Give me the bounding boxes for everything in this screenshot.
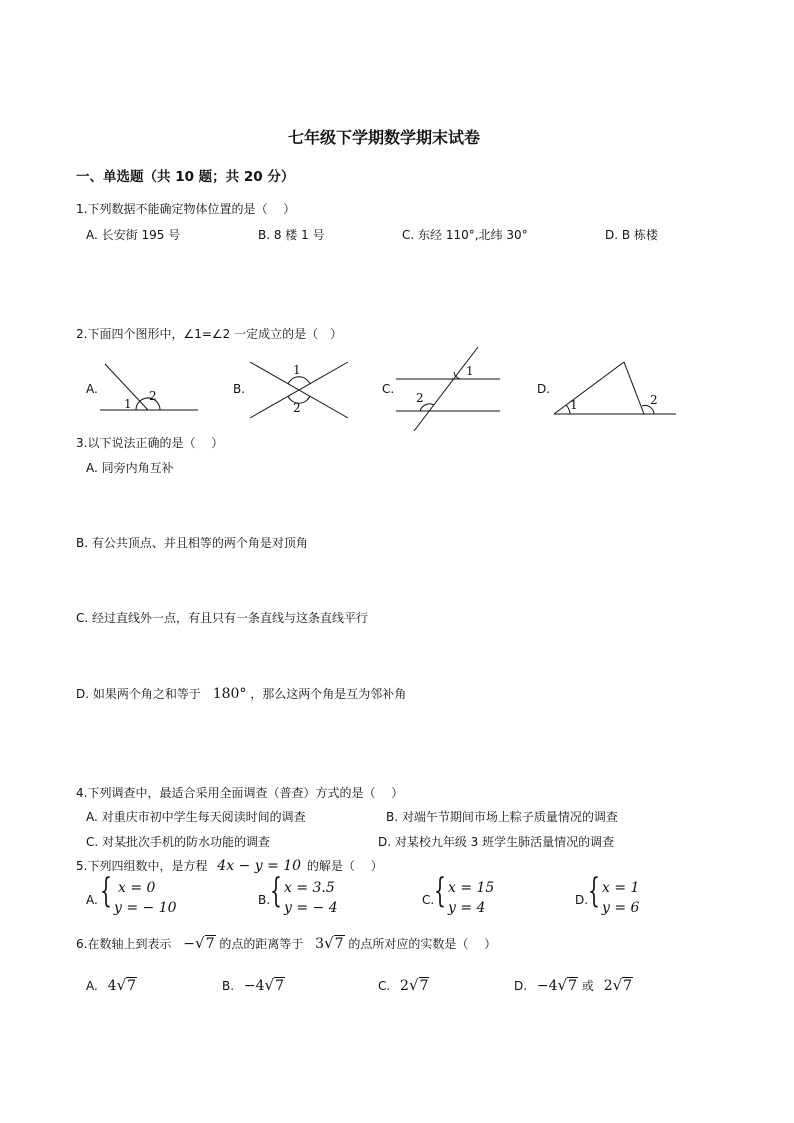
option-d-system xyxy=(588,871,668,920)
option-c-label: C. xyxy=(378,979,391,993)
neg-sign: − xyxy=(183,936,196,952)
coef: −4 xyxy=(243,978,265,994)
option-d xyxy=(76,686,406,704)
question-stem: 1.下列数据不能确定物体位置的是（ ） xyxy=(76,202,296,216)
option-a-label: A. xyxy=(86,893,98,907)
radical-icon: √ xyxy=(116,976,127,994)
option-c-label: C. xyxy=(422,893,435,907)
option-a: A. 对重庆市初中学生每天阅读时间的调查 xyxy=(86,810,306,824)
option-b-label: B. xyxy=(233,382,246,396)
question-stem: 3.以下说法正确的是（ ） xyxy=(76,436,224,450)
brace-icon: { xyxy=(270,871,282,911)
coef: −4 xyxy=(536,978,558,994)
option-d-label: D. xyxy=(537,382,551,396)
option-c-system xyxy=(434,871,514,920)
radical-icon: √ xyxy=(264,976,275,994)
equation-y: y = 4 xyxy=(448,900,486,916)
option-b-label: B. xyxy=(258,893,271,907)
option-b-system xyxy=(270,871,350,920)
equation-x: x = 0 xyxy=(118,880,156,896)
option-c: C. 经过直线外一点，有且只有一条直线与这条直线平行 xyxy=(76,611,369,625)
radical-icon: √ xyxy=(195,934,205,952)
sqrt-7: √7 xyxy=(116,976,137,994)
option-d-label: D. xyxy=(514,979,528,993)
option-a: A. 长安街 195 号 xyxy=(86,228,181,242)
angle-2-label: 2 xyxy=(293,401,301,415)
option-d-text: D. 如果两个角之和等于 xyxy=(76,687,201,701)
angle-1-label: 1 xyxy=(293,363,301,377)
sqrt-7: √7 xyxy=(195,934,215,952)
brace-icon: { xyxy=(434,871,446,911)
option-b: B. 有公共顶点、并且相等的两个角是对顶角 xyxy=(76,536,308,550)
equation-x: x = 3.5 xyxy=(284,880,335,896)
option-d-value: 180° xyxy=(212,686,247,702)
option-b xyxy=(222,976,285,996)
option-a xyxy=(86,976,137,996)
option-d: D. 对某校九年级 3 班学生肺活量情况的调查 xyxy=(378,835,615,849)
equation-y: y = − 10 xyxy=(114,900,177,916)
option-a: A. 同旁内角互补 xyxy=(86,461,174,475)
question-stem-post: 的点所对应的实数是（ ） xyxy=(348,937,497,951)
question-stem: 4.下列调查中，最适合采用全面调查（普查）方式的是（ ） xyxy=(76,786,404,800)
coef: 4 xyxy=(107,978,117,994)
option-d xyxy=(514,976,633,996)
radical-icon: √ xyxy=(612,976,623,994)
question-stem: 2.下面四个图形中，∠1=∠2 一定成立的是（ ） xyxy=(76,327,343,341)
section-header: 一、单选题（共 10 题；共 20 分） xyxy=(76,169,295,185)
angle-2-label: 2 xyxy=(650,393,658,407)
option-a-system xyxy=(100,871,180,920)
radical-icon: √ xyxy=(408,976,419,994)
coef-3: 3 xyxy=(315,936,325,952)
option-b-label: B. xyxy=(222,979,235,993)
option-d: D. B 栋楼 xyxy=(605,228,658,242)
option-a-label: A. xyxy=(86,382,98,396)
angle-2-label: 2 xyxy=(149,389,157,403)
figure-a xyxy=(100,360,200,416)
or-text: 或 xyxy=(581,979,594,993)
question-stem-mid: 的点的距离等于 xyxy=(219,937,304,951)
figure-c xyxy=(394,345,504,433)
equation-x: x = 15 xyxy=(448,880,495,896)
sqrt-7: √7 xyxy=(408,976,429,994)
radical-icon: √ xyxy=(557,976,568,994)
equation-x: x = 1 xyxy=(602,880,640,896)
option-a-label: A. xyxy=(86,979,98,993)
equation-y: y = − 4 xyxy=(284,900,338,916)
sqrt-7: √7 xyxy=(324,934,344,952)
angle-2-label: 2 xyxy=(416,391,424,405)
coef: 2 xyxy=(603,978,613,994)
sqrt-7: √7 xyxy=(557,976,578,994)
question-stem-post: 的解是（ ） xyxy=(306,859,383,873)
option-d-label: D. xyxy=(575,893,589,907)
figure-d xyxy=(552,358,678,418)
angle-1-label: 1 xyxy=(570,398,578,412)
question-stem-pre: 6.在数轴上到表示 xyxy=(76,937,172,951)
brace-icon: { xyxy=(588,871,600,911)
sqrt-7: √7 xyxy=(264,976,284,994)
question-stem xyxy=(76,934,496,954)
sqrt-7: √7 xyxy=(612,976,633,994)
page-title: 七年级下学期数学期末试卷 xyxy=(288,128,481,147)
question-stem xyxy=(76,858,383,876)
equation: 4x − y = 10 xyxy=(217,858,302,874)
radical-icon: √ xyxy=(324,934,334,952)
option-c: C. 对某批次手机的防水功能的调查 xyxy=(86,835,271,849)
figure-b xyxy=(248,360,352,422)
brace-icon: { xyxy=(100,871,112,911)
coef: 2 xyxy=(400,978,409,994)
option-c: C. 东经 110°,北纬 30° xyxy=(402,228,528,242)
angle-1-label: 1 xyxy=(124,397,132,411)
option-c-label: C. xyxy=(382,382,395,396)
option-d-tail: ，那么这两个角是互为邻补角 xyxy=(250,687,407,701)
equation-y: y = 6 xyxy=(602,900,640,916)
option-b: B. 对端午节期间市场上粽子质量情况的调查 xyxy=(386,810,618,824)
angle-1-label: 1 xyxy=(466,364,474,378)
option-b: B. 8 楼 1 号 xyxy=(258,228,325,242)
option-c xyxy=(378,976,429,996)
question-stem-pre: 5.下列四组数中，是方程 xyxy=(76,859,208,873)
